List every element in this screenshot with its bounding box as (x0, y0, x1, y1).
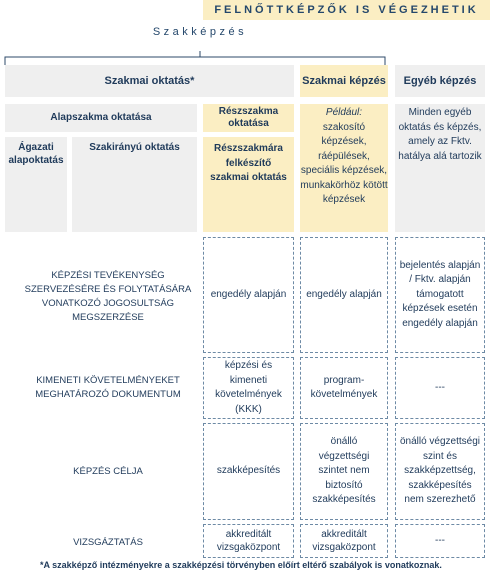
row4-col2-text: akkreditált vizsgaközpont (312, 529, 376, 553)
row1-col3-text: bejelentés alapján / Fktv. alapján támogatott képzések esetén engedély alapján (399, 259, 481, 329)
egyeb-kepzes-desc (395, 104, 485, 232)
row3-col2-text: önálló végzettségi szintet nem biztosító szakképesítés (312, 436, 376, 506)
row1-col3-cell (395, 237, 485, 353)
row1-col1-text: engedély alapján (210, 288, 287, 300)
row2-col3-text: --- (435, 381, 445, 393)
row1-col2-text: engedély alapján (306, 288, 382, 300)
sub-szakiranyu-text: Szakirányú oktatás (89, 142, 180, 153)
sub-szakiranyu (72, 137, 197, 232)
row-label-vizsgaztatas (20, 534, 196, 552)
header-szakmai-oktatas (5, 65, 294, 97)
row2-col2-cell (300, 357, 388, 419)
row2-col1-cell (203, 357, 294, 419)
row4-col1-cell (203, 524, 294, 558)
row2-col3-cell (395, 357, 485, 419)
row3-col3-text: önálló végzettségi szint és szakképzettség, szakképesítés nem szerezhető (399, 436, 481, 506)
pelda-prefix: Például: (325, 107, 363, 118)
row-label-kepzes-celja-text: KÉPZÉS CÉLJA (73, 466, 143, 478)
sub-reszszakma-text: Részszakma oktatása (218, 105, 279, 129)
sub-agazati (5, 137, 67, 232)
footnote (40, 560, 490, 574)
row3-col1-text: szakképesítés (216, 465, 281, 477)
row3-col1-cell (203, 423, 294, 520)
sub-reszszakmara (203, 137, 294, 232)
header-egyeb-kepzes-text: Egyéb képzés (403, 75, 477, 87)
szakkepzes-text: Szakképzés (152, 26, 248, 38)
sub-alapszakma-text: Alapszakma oktatása (50, 111, 152, 123)
header-szakmai-oktatas-text: Szakmai oktatás* (104, 75, 195, 87)
sub-agazati-text: Ágazati alapoktatás (8, 142, 64, 166)
row-label-dokumentum (20, 372, 196, 404)
footnote-text: *A szakképző intézményekre a szakképzési törvényben előírt eltérő szabályok is vonatkoznak. (40, 560, 442, 570)
sub-alapszakma (5, 104, 197, 132)
row4-col2-cell (300, 524, 388, 558)
row-label-vizsgaztatas-text: VIZSGÁZTATÁS (73, 537, 143, 549)
row-label-dokumentum-text: KIMENETI KÖVETELMÉNYEKET MEGHATÁROZÓ DOKUMENTUM (35, 375, 181, 400)
row4-col3-cell (395, 524, 485, 558)
row3-col3-cell (395, 423, 485, 520)
top-banner-text: FELNŐTTKÉPZŐK IS VÉGEZHETIK (214, 4, 479, 16)
header-egyeb-kepzes (395, 65, 485, 97)
szakmai-kepzes-desc (300, 104, 388, 232)
row4-col3-text: --- (435, 534, 445, 546)
row-label-jogosultsag (20, 272, 196, 322)
row4-col1-text: akkreditált vizsgaközpont (216, 529, 281, 553)
row-label-jogosultsag-text: KÉPZÉSI TEVÉKENYSÉG SZERVEZÉSÉRE ÉS FOLYTATÁSÁRA VONATKOZÓ JOGOSULTSÁG MEGSZERZÉSE (24, 270, 192, 323)
row2-col1-text: képzési és kimeneti követelmények (KKK) (215, 360, 282, 415)
szakmai-kepzes-desc-text: szakosító képzések, ráépülések, speciális képzések, munkakörhöz kötött képzések (300, 121, 388, 205)
row-label-kepzes-celja (20, 462, 196, 482)
row2-col2-text: program-követelmények (310, 374, 378, 400)
header-szakmai-kepzes (300, 65, 388, 97)
egyeb-kepzes-desc-text: Minden egyéb oktatás és képzés, amely az Fktv. hatálya alá tartozik (398, 107, 482, 162)
header-szakmai-kepzes-text: Szakmai képzés (302, 74, 386, 87)
szakkepzes-bracket (0, 0, 490, 70)
row1-col1-cell (203, 237, 294, 353)
sub-reszszakmara-text: Részszakmára felkészítő szakmai oktatás (210, 143, 287, 183)
row1-col2-cell (300, 237, 388, 353)
sub-reszszakma (203, 104, 294, 132)
row3-col2-cell (300, 423, 388, 520)
